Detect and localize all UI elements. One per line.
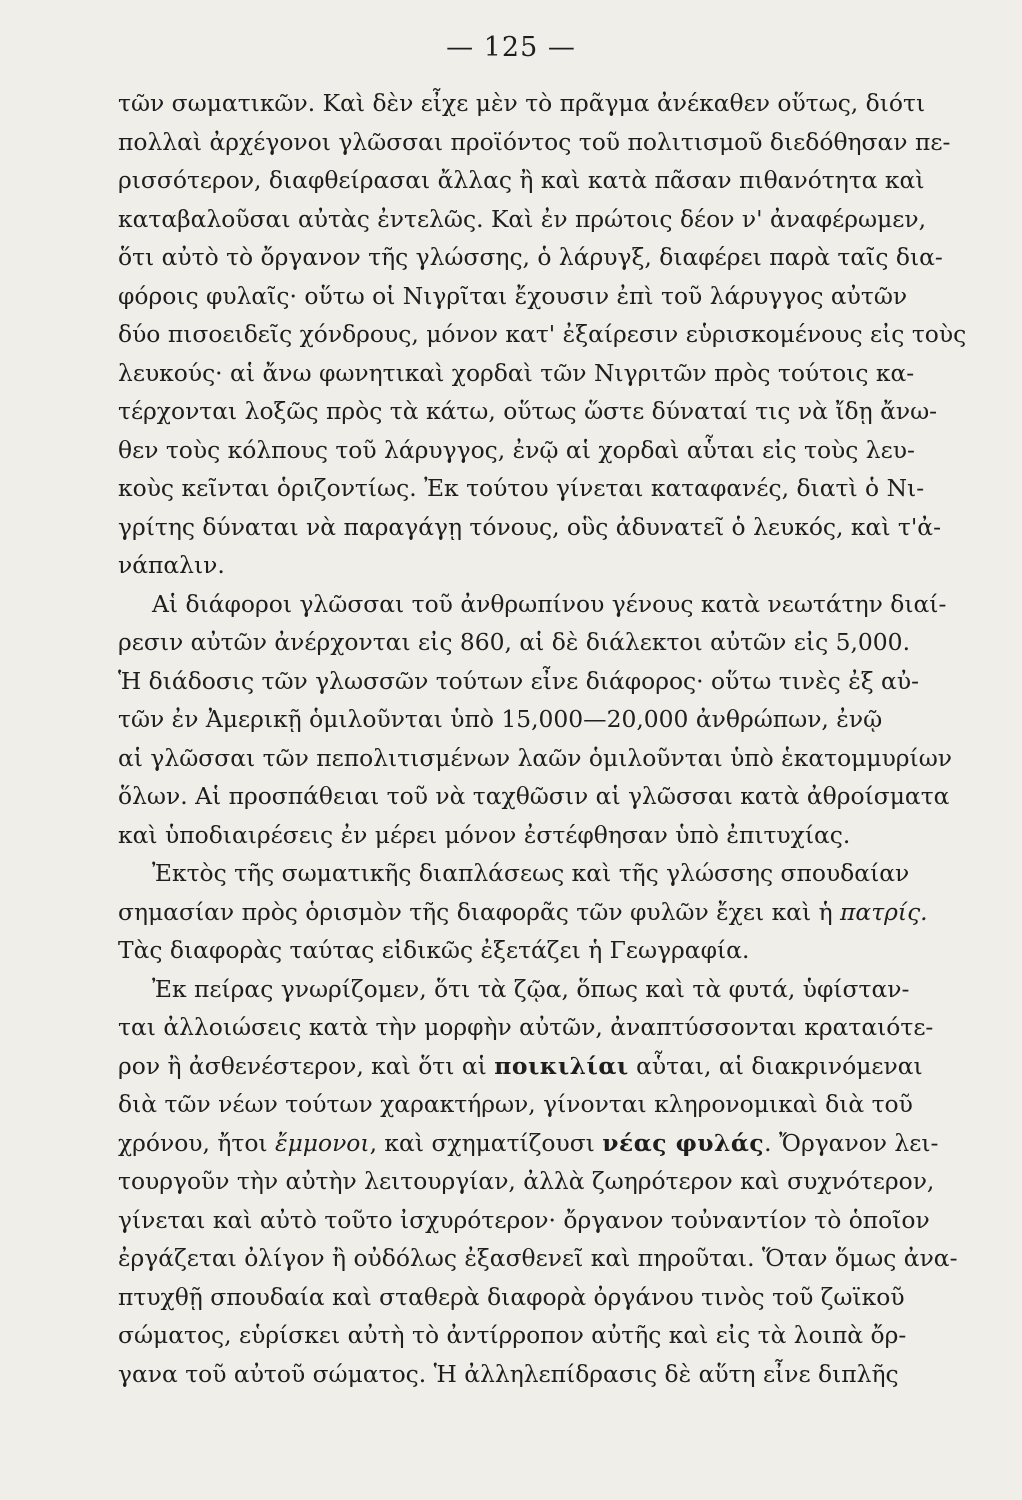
text-segment: ρον ἢ ἀσθενέστερον, καὶ ὅτι αἱ <box>118 1051 495 1080</box>
text-line: νάπαλιν. <box>118 551 225 579</box>
text-line: ται ἀλλοιώσεις κατὰ τὴν μορφὴν αὐτῶν, ἀναπτύσσονται κραταιότε- <box>118 1013 934 1041</box>
text-segment: χρόνου, ἤτοι <box>118 1128 276 1157</box>
paragraph-2 <box>118 585 952 855</box>
bold-term: ποικιλίαι <box>494 1051 629 1080</box>
paragraph-1 <box>118 84 967 585</box>
text-line: σώματος, εὑρίσκει αὐτὴ τὸ ἀντίρροπον αὐτῆς καὶ εἰς τὰ λοιπὰ ὄρ- <box>118 1321 907 1349</box>
text-line: τῶν ἐν Ἀμερικῇ ὁμιλοῦνται ὑπὸ 15,000—20,000 ἀνθρώπων, ἐνῷ <box>118 705 883 733</box>
text-line: ρισσότερον, διαφθείρασαι ἄλλας ἢ καὶ κατὰ πᾶσαν πιθανότητα καὶ <box>118 166 925 194</box>
text-segment: . Ὄργανον λει- <box>764 1128 939 1157</box>
text-line: Αἱ διάφοροι γλῶσσαι τοῦ ἀνθρωπίνου γένους κατὰ νεωτάτην διαί- <box>152 589 947 618</box>
text-line: τέρχονται λοξῶς πρὸς τὰ κάτω, οὕτως ὥστε δύναταί τις νὰ ἴδῃ ἄνω- <box>118 397 938 425</box>
text-line <box>118 1047 923 1086</box>
paragraph-3 <box>118 854 928 970</box>
text-line: γανα τοῦ αὐτοῦ σώματος. Ἡ ἀλληλεπίδρασις δὲ αὕτη εἶνε διπλῆς <box>118 1359 899 1388</box>
page-number: — 125 — <box>446 32 576 63</box>
text-line <box>118 893 928 932</box>
text-segment: αὗται, αἱ διακρινόμεναι <box>628 1051 923 1080</box>
text-line: φόροις φυλαῖς· οὕτω οἱ Νιγρῖται ἔχουσιν ἐπὶ τοῦ λάρυγγος αὐτῶν <box>118 281 908 310</box>
text-line: πτυχθῇ σπουδαία καὶ σταθερὰ διαφορὰ ὀργάνου τινὸς τοῦ ζωϊκοῦ <box>118 1282 905 1311</box>
italic-term: πατρίς. <box>840 897 928 926</box>
text-line: Ἐκ πείρας γνωρίζομεν, ὅτι τὰ ζῷα, ὅπως καὶ τὰ φυτά, ὑφίσταν- <box>152 974 910 1003</box>
text-segment: , καὶ σχηματίζουσι <box>369 1128 603 1157</box>
text-line <box>118 1124 939 1163</box>
text-line: τῶν σωματικῶν. Καὶ δὲν εἶχε μὲν τὸ πρᾶγμα ἀνέκαθεν οὕτως, διότι <box>118 89 926 117</box>
text-line: ρεσιν αὐτῶν ἀνέρχονται εἰς 860, αἱ δὲ διάλεκτοι αὐτῶν εἰς 5,000. <box>118 628 911 656</box>
text-line: δύο πισοειδεῖς χόνδρους, μόνον κατ' ἐξαίρεσιν εὑρισκομένους εἰς τοὺς <box>118 320 967 348</box>
text-line: καὶ ὑποδιαιρέσεις ἐν μέρει μόνον ἐστέφθησαν ὑπὸ ἐπιτυχίας. <box>118 820 851 849</box>
text-line: γρίτης δύναται νὰ παραγάγῃ τόνους, οὓς ἀδυνατεῖ ὁ λευκός, καὶ τ'ἀ- <box>118 512 941 541</box>
text-line: θεν τοὺς κόλπους τοῦ λάρυγγος, ἐνῷ αἱ χορδαὶ αὗται εἰς τοὺς λευ- <box>118 435 915 464</box>
text-line: Ἐκτὸς τῆς σωματικῆς διαπλάσεως καὶ τῆς γλώσσης σπουδαίαν <box>152 859 910 887</box>
paragraph-4 <box>118 970 958 1394</box>
text-line: ὅτι αὐτὸ τὸ ὄργανον τῆς γλώσσης, ὁ λάρυγξ, διαφέρει παρὰ ταῖς δια- <box>118 243 943 271</box>
text-line: ἐργάζεται ὀλίγον ἢ οὐδόλως ἐξασθενεῖ καὶ πηροῦται. Ὅταν ὅμως ἀνα- <box>118 1244 958 1272</box>
text-line: κοὺς κεῖνται ὁριζοντίως. Ἐκ τούτου γίνεται καταφανές, διατὶ ὁ Νι- <box>118 474 925 502</box>
italic-term: ἔμμονοι <box>275 1128 370 1157</box>
text-line: Τὰς διαφορὰς ταύτας εἰδικῶς ἐξετάζει ἡ Γεωγραφία. <box>118 936 750 964</box>
text-line: ὅλων. Αἱ προσπάθειαι τοῦ νὰ ταχθῶσιν αἱ γλῶσσαι κατὰ ἀθροίσματα <box>118 782 950 810</box>
text-line: γίνεται καὶ αὐτὸ τοῦτο ἰσχυρότερον· ὄργανον τοὐναντίον τὸ ὁποῖον <box>118 1205 930 1234</box>
text-line: πολλαὶ ἀρχέγονοι γλῶσσαι προϊόντος τοῦ πολιτισμοῦ διεδόθησαν πε- <box>118 127 951 156</box>
text-line: λευκούς· αἱ ἄνω φωνητικαὶ χορδαὶ τῶν Νιγριτῶν πρὸς τούτοις κα- <box>118 358 915 387</box>
text-line: αἱ γλῶσσαι τῶν πεπολιτισμένων λαῶν ὁμιλοῦνται ὑπὸ ἑκατομμυρίων <box>118 743 952 772</box>
page-text <box>118 84 967 1393</box>
text-line: διὰ τῶν νέων τούτων χαρακτήρων, γίνονται κληρονομικαὶ διὰ τοῦ <box>118 1090 913 1118</box>
text-line: καταβαλοῦσαι αὐτὰς ἐντελῶς. Καὶ ἐν πρώτοις δέον ν' ἀναφέρωμεν, <box>118 204 927 233</box>
text-line: Ἡ διάδοσις τῶν γλωσσῶν τούτων εἶνε διάφορος· οὕτω τινὲς ἐξ αὐ- <box>118 666 919 695</box>
text-segment: σημασίαν πρὸς ὁρισμὸν τῆς διαφορᾶς τῶν φυλῶν ἔχει καὶ ἡ <box>118 897 841 926</box>
text-line: τουργοῦν τὴν αὐτὴν λειτουργίαν, ἀλλὰ ζωηρότερον καὶ συχνότερον, <box>118 1167 935 1195</box>
bold-term: νέας φυλάς <box>602 1128 765 1157</box>
